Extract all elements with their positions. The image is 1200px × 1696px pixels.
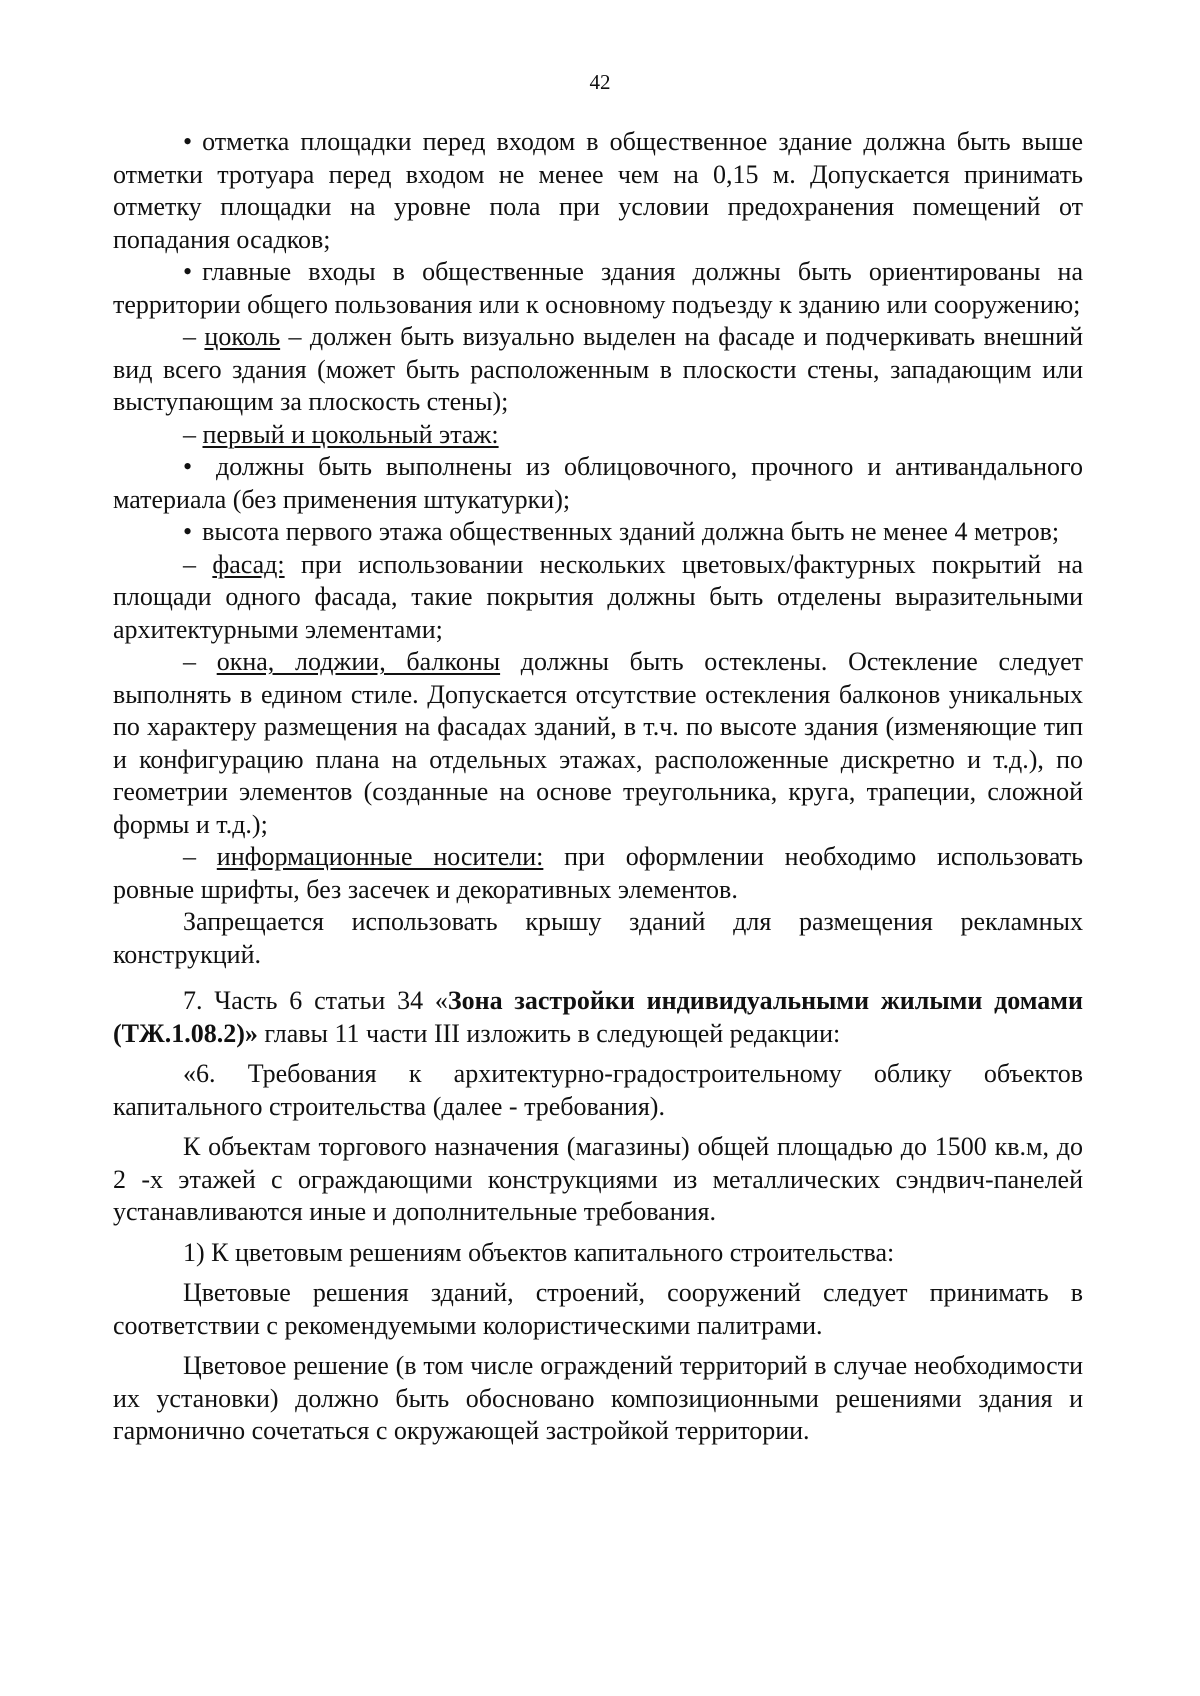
list-item: • должны быть выполнены из облицовочного, прочного и антивандального материала (без применения штукатурки);: [113, 452, 1083, 514]
underlined-term: фасад:: [212, 549, 285, 579]
page-number: 42: [589, 70, 611, 94]
list-item: • отметка площадки перед входом в общественное здание должна быть выше отметки тротуара перед входом не менее чем на 0,15 м. Допускается принимать отметку площадки на уровне пола при условии предохранения помещений от попадания осадков;: [113, 127, 1083, 254]
paragraph: Цветовое решение (в том числе ограждений территорий в случае необходимости их установки) должно быть обосновано композиционными решениями здания и гармонично сочетаться с окружающей застройкой территории.: [113, 1351, 1083, 1445]
bullet-icon: •: [183, 452, 193, 481]
zone-title: Зона застройки индивидуальными жилыми домами (ТЖ.1.08.2)»: [113, 986, 1083, 1048]
paragraph: К объектам торгового назначения (магазины) общей площадью до 1500 кв.м, до 2 -х этажей с ограждающими конструкциями из металлических сэндвич-панелей устанавливаются иные и дополнительные требования.: [113, 1132, 1083, 1226]
bullet-icon: •: [183, 517, 193, 546]
underlined-term: первый и цокольный этаж:: [202, 419, 499, 449]
underlined-term: цоколь: [204, 322, 281, 351]
underlined-term: информационные носители:: [216, 842, 544, 871]
paragraph: «6. Требования к архитектурно-градостроительному облику объектов капитального строительства (далее - требования).: [113, 1059, 1083, 1121]
underlined-term: окна, лоджии, балконы: [216, 647, 501, 676]
list-item: – цоколь – должен быть визуально выделен на фасаде и подчеркивать внешний вид всего здания (может быть расположенным в плоскости стены, западающим или выступающим за плоскость стены);: [113, 322, 1084, 416]
bullet-icon: •: [183, 127, 193, 156]
list-item: – фасад: при использовании нескольких цветовых/фактурных покрытий на площади одного фасада, такие покрытия должны быть отделены выразительными архитектурными элементами;: [113, 549, 1084, 644]
item-7-paragraph: 7. Часть 6 статьи 34 «Зона застройки индивидуальными жилыми домами (ТЖ.1.08.2)» главы 11 части III изложить в следующей редакции:: [113, 986, 1083, 1048]
document-body: [113, 126, 1083, 1448]
paragraph: Запрещается использовать крышу зданий для размещения рекламных конструкций.: [113, 907, 1083, 969]
paragraph: Цветовые решения зданий, строений, сооружений следует принимать в соответствии с рекомендуемыми колористическими палитрами.: [113, 1278, 1083, 1340]
list-item: • высота первого этажа общественных зданий должна быть не менее 4 метров;: [183, 517, 1060, 546]
bullet-icon: •: [183, 257, 193, 286]
list-item: • главные входы в общественные здания должны быть ориентированы на территории общего пользования или к основному подъезду к зданию или сооружению;: [113, 257, 1083, 319]
paragraph: 1) К цветовым решениям объектов капитального строительства:: [183, 1237, 895, 1267]
list-item: – первый и цокольный этаж:: [183, 419, 499, 449]
list-item: – информационные носители: при оформлении необходимо использовать ровные шрифты, без засечек и декоративных элементов.: [113, 842, 1083, 904]
list-item: – окна, лоджии, балконы должны быть остеклены. Остекление следует выполнять в едином стиле. Допускается отсутствие остекления балконов уникальных по характеру размещения на фасадах зданий, в т.ч. по высоте здания (изменяющие тип и конфигурацию плана на отдельных этажах, расположенные дискретно и т.д.), по геометрии элементов (созданные на основе треугольника, круга, трапеции, сложной формы и т.д.);: [113, 647, 1084, 839]
